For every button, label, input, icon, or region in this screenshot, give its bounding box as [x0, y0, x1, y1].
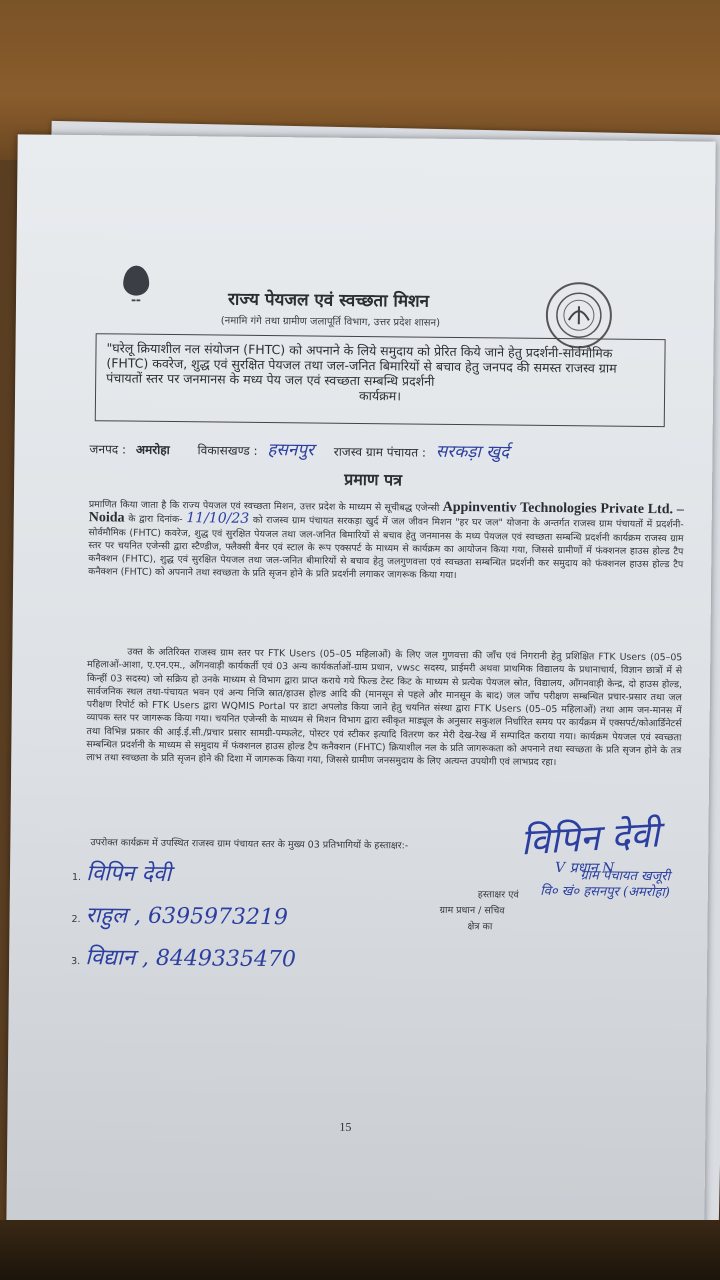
logo-caption-mark: ▬▬	[131, 297, 141, 304]
district-label: जनपद :	[89, 442, 127, 457]
certificate-title: प्रमाण पत्र	[344, 469, 403, 490]
participant-number: 1.	[71, 871, 82, 884]
water-drop-logo	[116, 265, 157, 325]
paragraph-1-rest: को राजस्व ग्राम पंचायत सरकड़ा खुर्द में जल जीवन मिशन "हर घर जल" योजना के अन्तर्गत राजस्व ग्राम पंचायतों में प्रदर्शनी-सोर्वमौमिक (FHTC) कवरेज, शुद्ध एवं सुरक्षित पेयजल तथा जल-जनित बिमारियों से बचाव हेतु जनमानस के मध्य पेयजल एवं स्वच्छता सम्बन्धि प्रदर्शनी कार्यक्रम राजस्व ग्राम स्तर पर चयनित एजेन्सी द्वारा स्टैण्डीज, फ्लैक्सी बैनर एवं स्टाल के रूप एक्सपर्ट के माध्यम से कार्यक्रम का आयोजन किया गया, जिससे ग्रामीणों में फंक्शनल हाउस होल्ड टैप कनैक्शन (FHTC), शुद्ध एवं सुरक्षित पेयजल तथा जल-जनित बीमारियों से बचाव हेतु जलगुणवत्ता एवं स्वच्छता सम्बन्धित प्रदर्शनी कर समुदाय को फंक्शनल हाउस होल्ड टैप कनैक्शन (FHTC) को अपनाने तथा स्वच्छता के प्रति सृजन होने के प्रति प्रदर्शनी लगाकर जागरूक किया गया।	[88, 515, 684, 582]
panchayat-label: राजस्व ग्राम पंचायत :	[333, 444, 427, 460]
document-page	[6, 134, 715, 1236]
participant-entry: विपिन देवी	[86, 861, 172, 888]
signature-name: V प्रधान N	[555, 860, 615, 877]
page-number: 15	[339, 1119, 352, 1134]
program-title-end: कार्यक्रम।	[359, 387, 402, 404]
paragraph-1-start: प्रमाणित किया जाता है कि राज्य पेयजल एवं स्वच्छता मिशन, उत्तर प्रदेश के माध्यम से सूचीबद्ध एजेन्सी	[88, 499, 440, 514]
signature-label-3: क्षेत्र का	[467, 921, 493, 933]
participants-label: उपरोक्त कार्यक्रम में उपस्थित राजस्व ग्राम पंचायत स्तर के मुख्य 03 प्रतिभागियों के हस्ताक्षर:-	[90, 837, 409, 852]
participants-list	[71, 857, 492, 987]
program-title-text: "घरेलू क्रियाशील नल संयोजन (FHTC) को अपनाने के लिये समुदाय को प्रेरित किये जाने हेतु प्रदर्शनी-सोर्वमौमिक (FHTC) कवरेज, शुद्ध एवं सुरक्षित पेयजल तथा जल-जनित बिमारियों से बचाव हेतु जनपद की समस्त राजस्व ग्राम पंचायतों स्तर पर जनमानस के मध्य पेय जल एवं स्वच्छता सम्बन्धि प्रदर्शनी	[106, 340, 617, 389]
table-edge	[0, 1220, 720, 1280]
program-title-box	[95, 333, 666, 427]
signature-label-1: हस्ताक्षर एवं	[477, 889, 519, 901]
agency-name: Appinventiv Technologies Private Ltd. – Noida	[88, 499, 684, 526]
participant-row	[71, 941, 491, 987]
participant-number: 2.	[71, 913, 81, 926]
certificate-paragraph-2: उक्त के अतिरिक्त राजस्व ग्राम स्तर पर FTK Users (05–05 महिलाओं) के लिए जल गुणवत्ता की जाँच एवं निगरानी हेतु प्रशिक्षित FTK Users (05–05 महिलाओं-आशा, ए.एन.एम., आँगनवाड़ी कार्यकर्ती एवं 03 अन्य कार्यकर्ताओं-ग्राम प्रधान, vwsc सदस्य, प्राईमरी अथवा प्राथमिक विद्यालय के प्रधानाचार्य, विज्ञान छात्रों में से किन्हीं 03 सदस्य) जो सक्रिय हो उनके माध्यम से विभाग द्वारा प्राप्त कराये गये फिल्ड टेस्ट किट के माध्यम से प्रत्येक पेयजल स्रोत, विद्यालय, आँगनवाड़ी केन्द्र, दो हाउस होल्ड, सार्वजनिक स्थल तथा-पंचायत भवन एवं अन्य निजि स्रात/हाउस होल्ड आदि की (मानसून से पहले और मानसून के बाद) जल जाँच परीक्षण सम्बन्धित प्रचार-प्रसार तथा जल परीक्षण रिपोर्ट को FTK Users द्वारा WQMIS Portal पर डाटा अपलोड किया जाने हेतु चयनित संस्था द्वारा FTK Users (05–05 महिलाओं) तथा आम जन-मानस में व्यापक स्तर पर जागरूक किया गया। चयनित एजेन्सी के माध्यम से मिशन विभाग द्वारा स्वीकृत माड्यूल के अनुसार सकुशल निर्धारित समय पर कार्यक्रम में एक्सपर्ट/कोआर्डिनेटर्स तथा विभिन्न प्रकार की आई.ई.सी./प्रचार प्रसार सामग्री-पम्फलेट, पोस्टर एवं स्टीकर इत्यादि वितरण कर मेरी देख-रेख में सम्पादित कराया गया। कार्यक्रम पेयजल एवं स्वच्छता सम्बन्धित प्रदर्शनी के माध्यम से समुदाय में फंक्शनल हाउस होल्ड टैप कनैक्शन (FHTC) क्रियाशील नल के प्रति जागरूकता को अपनाने तथा स्वच्छता के प्रति सृजन होने के तत्र लाभ तथा स्वच्छता के प्रति सृजन होने की दिशा में जागरूक किया गया, जिससे ग्रामीण जनसमुदाय के लिए अत्यन्त उपयोगी एवं लाभप्रद रहा।	[86, 646, 683, 769]
district-value: अमरोहा	[135, 442, 170, 457]
certificate-paragraph-1	[88, 497, 684, 585]
location-fields	[89, 435, 689, 464]
participant-entry: विद्यान , 8449335470	[85, 945, 297, 973]
panchayat-value-handwritten: सरकड़ा खुर्द	[435, 441, 510, 463]
participant-number: 3.	[71, 955, 81, 968]
handwritten-date: 11/10/23	[186, 510, 250, 528]
signature-label-2: ग्राम प्रधान / सचिव	[439, 904, 505, 917]
participant-row	[72, 857, 492, 903]
block-value-handwritten: हसनपुर	[267, 440, 315, 461]
water-drop-icon	[123, 265, 149, 295]
mission-title: राज्य पेयजल एवं स्वच्छता मिशन	[227, 289, 430, 312]
mission-subtitle: (नमामि गंगे तथा ग्रामीण जलापूर्ति विभाग, उत्तर प्रदेश शासन)	[220, 315, 441, 329]
pradhan-stamp	[505, 868, 670, 902]
stamp-line-1: ग्राम पंचायत खजूरी	[580, 868, 671, 885]
stamp-line-2: वि० खं० हसनपुर (अमरोहा)	[540, 883, 670, 901]
participant-entry: राहुल , 6395973219	[85, 903, 289, 931]
participant-row	[71, 899, 491, 945]
paragraph-1-date-prefix: के द्वारा दिनांक-	[128, 513, 183, 526]
block-label: विकासखण्ड :	[197, 443, 258, 458]
pradhan-signature: विपिन देवी	[519, 814, 661, 864]
